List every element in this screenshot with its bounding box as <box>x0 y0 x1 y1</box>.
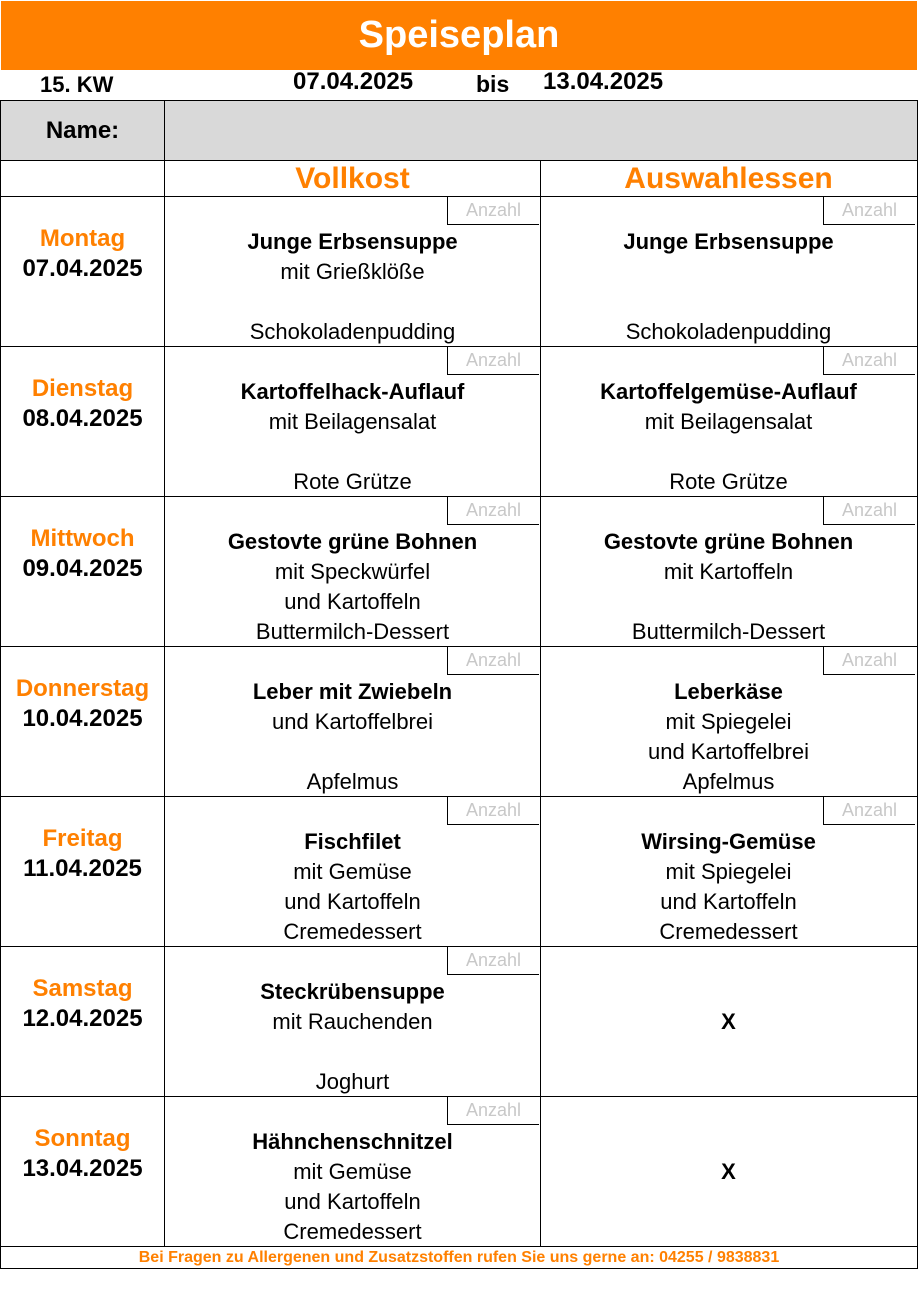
meal-line <box>165 437 540 467</box>
meal-title: Gestovte grüne Bohnen <box>227 529 478 554</box>
anzahl-field-vollkost[interactable]: Anzahl <box>447 347 539 375</box>
anzahl-field-vollkost[interactable]: Anzahl <box>447 497 539 525</box>
meal-auswahl <box>541 377 916 497</box>
day-date: 13.04.2025 <box>22 1155 143 1182</box>
day-label <box>1 1124 164 1184</box>
date-from: 07.04.2025 <box>293 68 414 95</box>
day-date: 09.04.2025 <box>22 555 143 582</box>
column-header-vollkost: Vollkost <box>295 161 410 195</box>
meal-line: und Kartoffeln <box>284 889 421 914</box>
grid-line <box>0 1268 918 1269</box>
meal-line: Joghurt <box>315 1069 390 1094</box>
not-available-mark: X <box>721 1009 736 1034</box>
meal-auswahl <box>541 527 916 647</box>
anzahl-field-auswahl[interactable]: Anzahl <box>823 647 915 675</box>
anzahl-field-vollkost[interactable]: Anzahl <box>447 1097 539 1125</box>
day-date: 08.04.2025 <box>22 405 143 432</box>
meal-title: Junge Erbsensuppe <box>623 229 834 254</box>
meal-line <box>541 437 916 467</box>
meal-vollkost <box>165 677 540 797</box>
meal-line: und Kartoffelbrei <box>271 709 434 734</box>
meal-line: mit Grießklöße <box>280 259 425 284</box>
day-label <box>1 824 164 884</box>
meal-line: mit Spiegelei <box>665 709 792 734</box>
meal-line: und Kartoffeln <box>284 589 421 614</box>
meal-line: Cremedessert <box>283 1219 422 1244</box>
anzahl-field-auswahl[interactable]: Anzahl <box>823 197 915 225</box>
meal-auswahl <box>541 677 916 797</box>
anzahl-field-auswahl[interactable]: Anzahl <box>823 497 915 525</box>
title-banner <box>1 1 917 70</box>
meal-line: mit Beilagensalat <box>644 409 813 434</box>
meal-line: mit Kartoffeln <box>663 559 794 584</box>
anzahl-field-vollkost[interactable]: Anzahl <box>447 947 539 975</box>
week-label: 15. KW <box>40 72 114 97</box>
meal-line: Cremedessert <box>659 919 798 944</box>
meal-vollkost <box>165 1127 540 1247</box>
meal-title: Kartoffelgemüse-Auflauf <box>600 379 857 404</box>
meal-line: Schokoladenpudding <box>625 319 832 344</box>
meal-auswahl <box>541 827 916 947</box>
day-date: 07.04.2025 <box>22 255 143 282</box>
day-name: Dienstag <box>31 375 134 402</box>
date-to: 13.04.2025 <box>543 68 664 95</box>
meal-title: Hähnchenschnitzel <box>252 1129 453 1154</box>
meal-line: Buttermilch-Dessert <box>631 619 826 644</box>
day-label <box>1 974 164 1034</box>
meal-vollkost <box>165 977 540 1097</box>
day-name: Samstag <box>32 975 133 1002</box>
meal-vollkost <box>165 827 540 947</box>
meal-vollkost <box>165 527 540 647</box>
meal-line: Rote Grütze <box>293 469 412 494</box>
anzahl-field-vollkost[interactable]: Anzahl <box>447 647 539 675</box>
meal-vollkost <box>165 377 540 497</box>
bis-label: bis <box>476 71 510 97</box>
meal-line <box>541 587 916 617</box>
day-name: Freitag <box>42 825 123 852</box>
anzahl-field-vollkost[interactable]: Anzahl <box>447 797 539 825</box>
day-label <box>1 524 164 584</box>
meal-line: Apfelmus <box>306 769 399 794</box>
not-available-mark: X <box>721 1159 736 1184</box>
day-date: 10.04.2025 <box>22 705 143 732</box>
name-label: Name: <box>45 116 120 144</box>
day-label <box>1 374 164 434</box>
meal-line: Cremedessert <box>283 919 422 944</box>
meal-line: Apfelmus <box>682 769 775 794</box>
meal-line <box>165 737 540 767</box>
column-header-auswahlessen: Auswahlessen <box>624 161 833 195</box>
day-label <box>1 674 164 734</box>
meal-vollkost <box>165 227 540 347</box>
meal-line <box>541 287 916 317</box>
meal-line: und Kartoffeln <box>660 889 797 914</box>
grid-line <box>917 100 918 1268</box>
meal-title: Steckrübensuppe <box>260 979 445 1004</box>
meal-title: Kartoffelhack-Auflauf <box>240 379 465 404</box>
day-name: Montag <box>39 225 126 252</box>
meal-line: mit Speckwürfel <box>274 559 431 584</box>
meal-line <box>541 257 916 287</box>
day-name: Mittwoch <box>30 525 135 552</box>
meal-title: Junge Erbsensuppe <box>247 229 458 254</box>
day-label <box>1 224 164 284</box>
meal-line: Schokoladenpudding <box>249 319 456 344</box>
meal-auswahl <box>541 227 916 347</box>
day-name: Sonntag <box>34 1125 131 1152</box>
anzahl-field-vollkost[interactable]: Anzahl <box>447 197 539 225</box>
day-date: 11.04.2025 <box>23 855 142 882</box>
meal-line: mit Beilagensalat <box>268 409 437 434</box>
page-title: Speiseplan <box>358 14 560 56</box>
anzahl-field-auswahl[interactable]: Anzahl <box>823 347 915 375</box>
meal-title: Gestovte grüne Bohnen <box>603 529 854 554</box>
meal-line: mit Gemüse <box>293 859 412 884</box>
anzahl-field-auswahl[interactable]: Anzahl <box>823 797 915 825</box>
meal-title: Leber mit Zwiebeln <box>252 679 453 704</box>
meal-line: mit Spiegelei <box>665 859 792 884</box>
meal-line: mit Rauchenden <box>272 1009 433 1034</box>
meal-line: und Kartoffeln <box>284 1189 421 1214</box>
meal-line: Buttermilch-Dessert <box>255 619 450 644</box>
meal-title: Wirsing-Gemüse <box>641 829 816 854</box>
meal-line: und Kartoffelbrei <box>647 739 810 764</box>
meal-line <box>165 287 540 317</box>
meal-title: Fischfilet <box>304 829 401 854</box>
footer-note: Bei Fragen zu Allergenen und Zusatzstoffen rufen Sie uns gerne an: 04255 / 9838831 <box>138 1248 780 1266</box>
meal-title: Leberkäse <box>674 679 783 704</box>
meal-line: Rote Grütze <box>669 469 788 494</box>
meal-line <box>165 1037 540 1067</box>
day-name: Donnerstag <box>15 675 150 702</box>
day-date: 12.04.2025 <box>22 1005 143 1032</box>
meal-line: mit Gemüse <box>293 1159 412 1184</box>
